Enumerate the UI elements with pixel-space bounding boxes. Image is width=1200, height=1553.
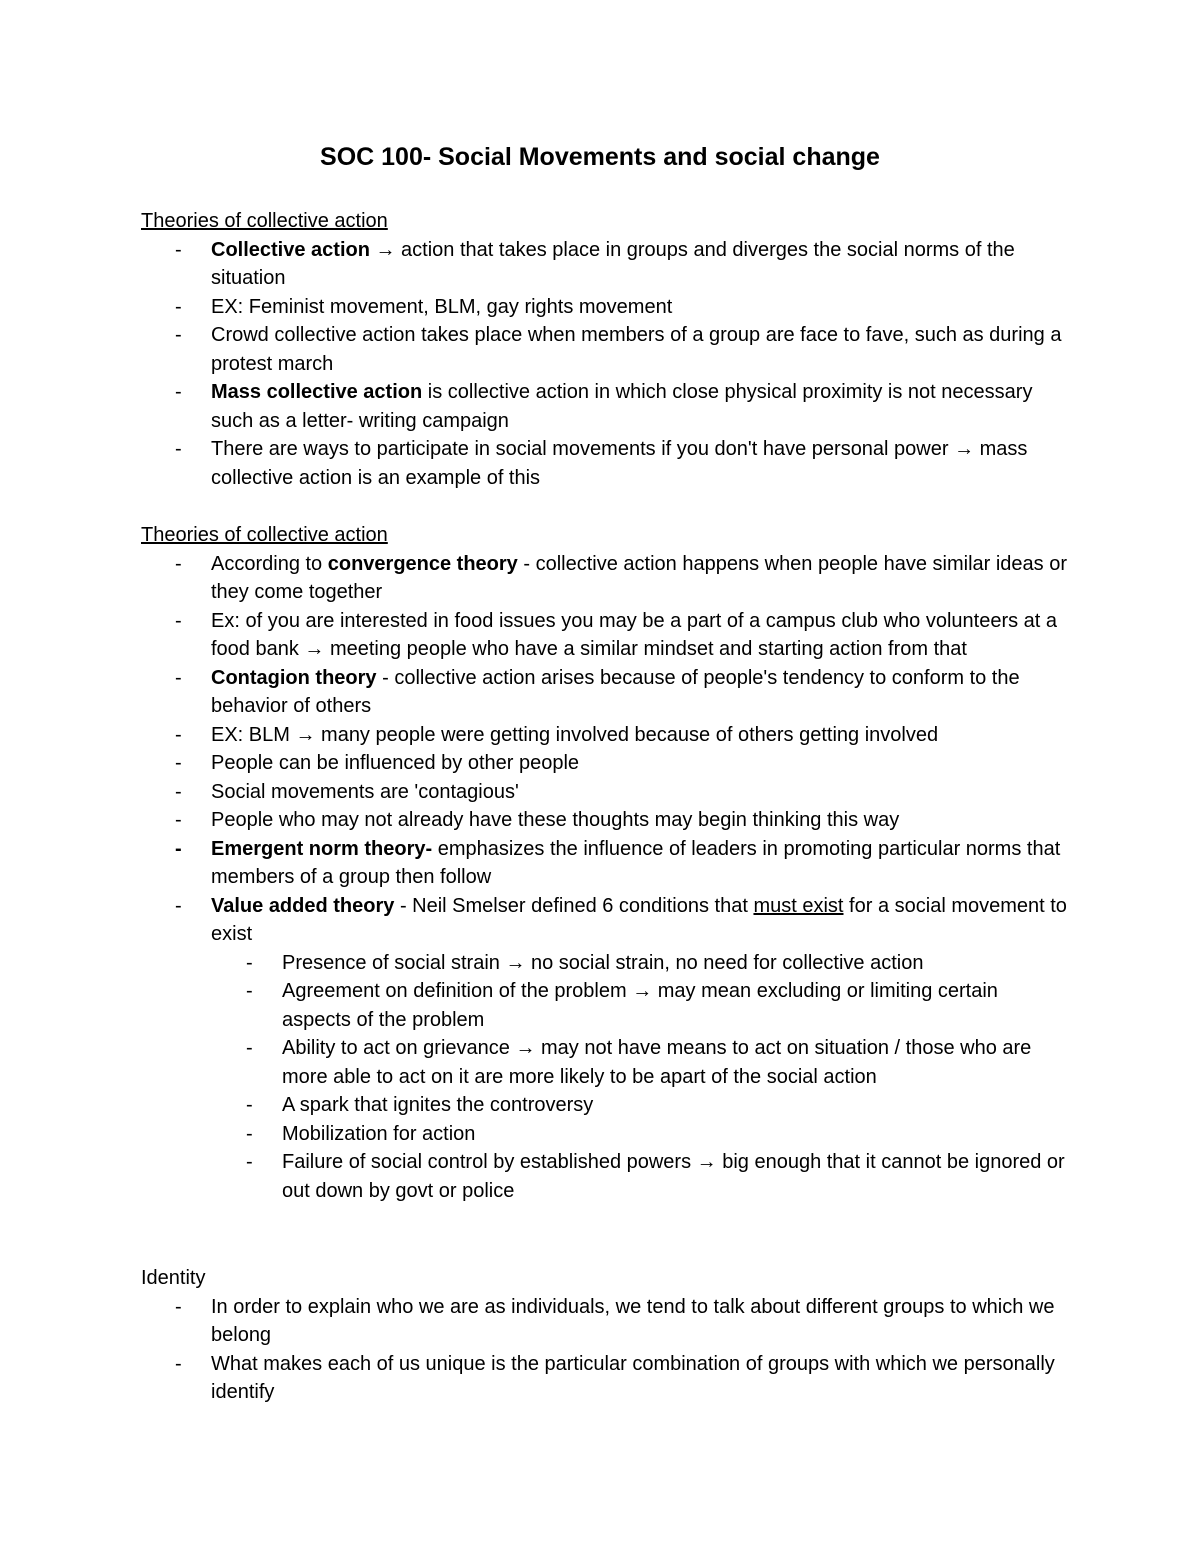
underlined-text: must exist [753, 894, 844, 917]
list-item: - People who may not already have these thoughts may begin thinking this way [141, 806, 1071, 835]
term: Collective action [211, 238, 370, 261]
list-item: - EX: BLM → many people were getting involved because of others getting involved [141, 721, 1071, 750]
term: convergence theory [327, 552, 518, 575]
section-heading: Theories of collective action [141, 524, 388, 546]
list-item: - Mass collective action is collective action in which close physical proximity is not necessary such as a letter- writing campaign [141, 378, 1071, 435]
term: Emergent norm theory- [211, 837, 433, 860]
section-collective-action [141, 207, 1071, 492]
list-item: - Ex: of you are interested in food issues you may be a part of a campus club who volunteers at a food bank → meeting people who have a similar mindset and starting action from that [141, 607, 1071, 664]
bullet-list [141, 236, 1071, 493]
list-item: - EX: Feminist movement, BLM, gay rights movement [141, 293, 1071, 322]
list-item: - Value added theory - Neil Smelser defined 6 conditions that must exist for a social movement to exist - Presence of social strain → no social strain, no need for collective action - Agreement on definition of the problem → may mean excluding or limiting certain aspects of the problem - Ability to act on grievance → may not have means to act on situation / those who are more able to act on it are more likely to be apart of the social action - A spark that ignites the controversy - Mobilization for action - Failure of social control by established powers → big enough that it cannot be ignored or out down by govt or police [141, 892, 1071, 1206]
condition-item: - Failure of social control by established powers → big enough that it cannot be ignored or out down by govt or police [211, 1148, 1071, 1205]
condition-item: - Presence of social strain → no social strain, no need for collective action [211, 949, 1071, 978]
condition-item: - Mobilization for action [211, 1120, 1071, 1149]
term: Value added theory [211, 894, 395, 917]
condition-item: - A spark that ignites the controversy [211, 1091, 1071, 1120]
term: Mass collective action [211, 381, 423, 403]
list-item: - People can be influenced by other people [141, 749, 1071, 778]
list-item: - In order to explain who we are as individuals, we tend to talk about different groups to which we belong [141, 1293, 1071, 1350]
list-item: - Crowd collective action takes place when members of a group are face to fave, such as during a protest march [141, 321, 1071, 378]
list-item: - What makes each of us unique is the particular combination of groups with which we personally identify [141, 1350, 1071, 1407]
section-identity [141, 1264, 1071, 1407]
section-collective-action-theories [141, 521, 1071, 1205]
document-title: SOC 100- Social Movements and social change [320, 143, 880, 171]
list-item: - Collective action → action that takes place in groups and diverges the social norms of the situation [141, 236, 1071, 293]
list-item: - Emergent norm theory- emphasizes the influence of leaders in promoting particular norms that members of a group then follow [141, 835, 1071, 892]
section-heading: Identity [141, 1267, 206, 1289]
bullet-list [141, 1293, 1071, 1407]
list-item: - There are ways to participate in social movements if you don't have personal power → mass collective action is an example of this [141, 435, 1071, 492]
bullet-list [141, 550, 1071, 1206]
list-item: - Social movements are 'contagious' [141, 778, 1071, 807]
term: Contagion theory [211, 666, 377, 689]
condition-item: - Agreement on definition of the problem → may mean excluding or limiting certain aspects of the problem [211, 977, 1071, 1034]
conditions-list [211, 949, 1071, 1206]
condition-item: - Ability to act on grievance → may not have means to act on situation / those who are more able to act on it are more likely to be apart of the social action [211, 1034, 1071, 1091]
list-item: - According to convergence theory - collective action happens when people have similar ideas or they come together [141, 550, 1071, 607]
section-heading: Theories of collective action [141, 210, 388, 232]
list-item: - Contagion theory - collective action arises because of people's tendency to conform to the behavior of others [141, 664, 1071, 721]
